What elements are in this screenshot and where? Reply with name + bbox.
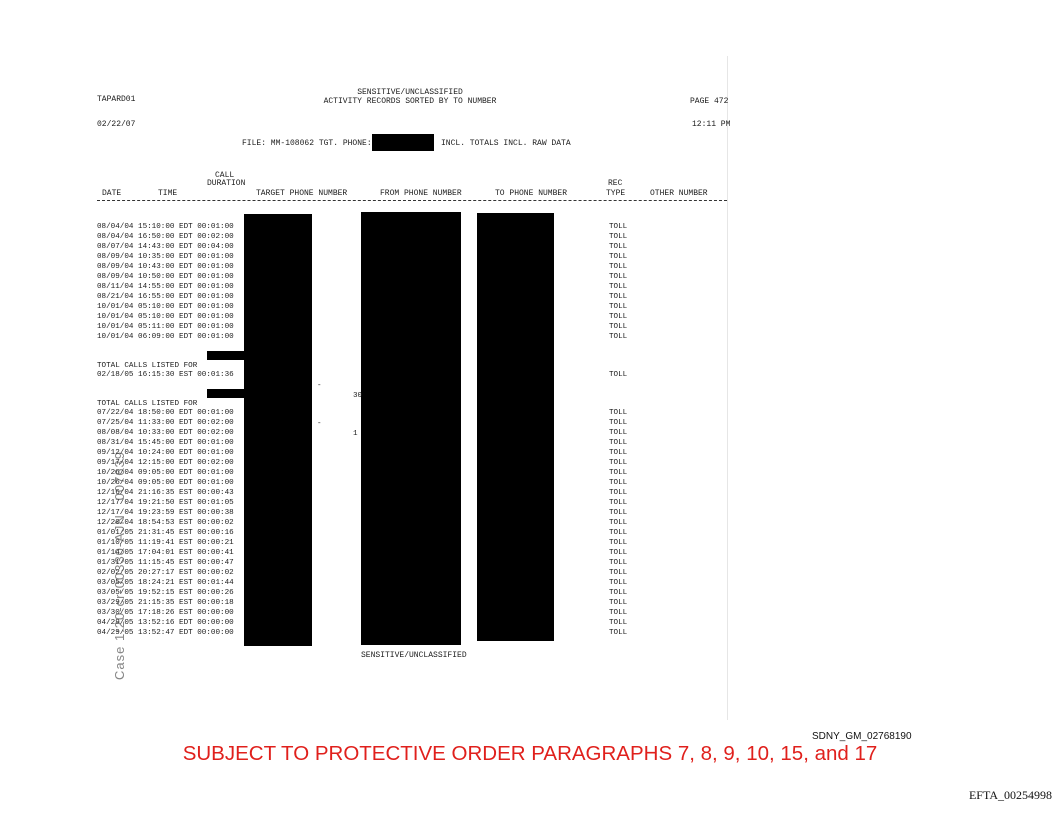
row-datetime: 07/22/04 18:50:00 EDT 00:01:00	[97, 409, 234, 417]
row-datetime: 01/01/05 21:31:45 EST 00:00:16	[97, 529, 234, 537]
row-datetime: 10/01/04 05:10:00 EDT 00:01:00	[97, 303, 234, 311]
report-title: ACTIVITY RECORDS SORTED BY TO NUMBER	[323, 97, 497, 106]
row-type: TOLL	[609, 371, 628, 379]
row-type: TOLL	[609, 273, 628, 281]
row-type: TOLL	[609, 529, 628, 537]
col-rec: REC	[608, 179, 623, 188]
row-datetime: 08/04/04 16:50:00 EDT 00:02:00	[97, 233, 234, 241]
row-datetime: 10/01/04 05:11:00 EDT 00:01:00	[97, 323, 234, 331]
row-datetime: 01/31/05 11:15:45 EST 00:00:47	[97, 559, 234, 567]
row-datetime: 12/16/04 21:16:35 EST 00:00:43	[97, 489, 234, 497]
row-type: TOLL	[609, 619, 628, 627]
row-type: TOLL	[609, 539, 628, 547]
total-count: 1	[353, 430, 358, 438]
row-datetime: 07/25/04 11:33:00 EDT 00:02:00	[97, 419, 234, 427]
row-datetime: 10/01/04 05:10:00 EDT 00:01:00	[97, 313, 234, 321]
row-type: TOLL	[609, 323, 628, 331]
row-type: TOLL	[609, 283, 628, 291]
row-type: TOLL	[609, 293, 628, 301]
redaction-to-column	[477, 213, 554, 641]
row-type: TOLL	[609, 303, 628, 311]
row-datetime: 08/09/04 10:35:00 EDT 00:01:00	[97, 253, 234, 261]
row-datetime: 08/09/04 10:50:00 EDT 00:01:00	[97, 273, 234, 281]
col-to: TO PHONE NUMBER	[495, 189, 568, 198]
row-datetime: 03/30/05 17:18:26 EST 00:00:00	[97, 609, 234, 617]
row-datetime: 03/29/05 21:15:35 EST 00:00:18	[97, 599, 234, 607]
row-datetime: 02/18/05 16:15:30 EST 00:01:36	[97, 371, 234, 379]
row-datetime: 02/02/05 20:27:17 EST 00:00:02	[97, 569, 234, 577]
row-type: TOLL	[609, 469, 628, 477]
col-other: OTHER NUMBER	[650, 189, 708, 198]
page-number: PAGE 472	[690, 97, 729, 106]
row-type: TOLL	[609, 489, 628, 497]
row-datetime: 08/31/04 15:45:00 EDT 00:01:00	[97, 439, 234, 447]
row-datetime: 08/21/04 16:55:00 EDT 00:01:00	[97, 293, 234, 301]
report-id: TAPARD01	[97, 95, 136, 104]
row-datetime: 01/10/05 11:19:41 EST 00:00:21	[97, 539, 234, 547]
row-type: TOLL	[609, 409, 628, 417]
total-dash: -	[317, 382, 322, 390]
row-datetime: 10/26/04 09:05:00 EDT 00:01:00	[97, 479, 234, 487]
col-duration: DURATION	[207, 179, 246, 188]
row-type: TOLL	[609, 439, 628, 447]
row-type: TOLL	[609, 333, 628, 341]
row-type: TOLL	[609, 243, 628, 251]
row-type: TOLL	[609, 569, 628, 577]
row-datetime: 08/09/04 10:43:00 EDT 00:01:00	[97, 263, 234, 271]
row-type: TOLL	[609, 609, 628, 617]
protective-order-notice: SUBJECT TO PROTECTIVE ORDER PARAGRAPHS 7, 8, 9, 10, 15, and 17	[182, 742, 878, 765]
header-rule	[97, 200, 727, 201]
row-datetime: 04/29/05 13:52:16 EDT 00:00:00	[97, 619, 234, 627]
row-type: TOLL	[609, 579, 628, 587]
col-type: TYPE	[606, 189, 626, 198]
redaction-target-phone	[372, 134, 434, 151]
row-type: TOLL	[609, 313, 628, 321]
redaction-target-column	[244, 214, 312, 646]
row-datetime: 09/17/04 12:15:00 EDT 00:02:00	[97, 459, 234, 467]
row-type: TOLL	[609, 449, 628, 457]
redaction-total-number	[207, 351, 278, 360]
report-date: 02/22/07	[97, 120, 136, 129]
total-label: TOTAL CALLS LISTED FOR	[97, 362, 198, 370]
row-type: TOLL	[609, 629, 628, 637]
row-datetime: 03/05/05 19:52:15 EST 00:00:26	[97, 589, 234, 597]
row-type: TOLL	[609, 459, 628, 467]
row-datetime: 08/08/04 10:33:00 EDT 00:02:00	[97, 429, 234, 437]
row-type: TOLL	[609, 589, 628, 597]
row-type: TOLL	[609, 419, 628, 427]
file-label: FILE: MM-108062 TGT. PHONE:	[242, 139, 372, 148]
row-type: TOLL	[609, 223, 628, 231]
row-type: TOLL	[609, 233, 628, 241]
col-target: TARGET PHONE NUMBER	[256, 189, 348, 198]
row-datetime: 01/14/05 17:04:01 EST 00:00:41	[97, 549, 234, 557]
efta-number: EFTA_00254998	[968, 788, 1052, 802]
row-type: TOLL	[609, 549, 628, 557]
classification-bottom: SENSITIVE/UNCLASSIFIED	[361, 651, 467, 660]
row-datetime: 08/07/04 14:43:00 EDT 00:04:00	[97, 243, 234, 251]
col-call: CALL	[215, 171, 235, 180]
row-datetime: 10/26/04 09:05:00 EDT 00:01:00	[97, 469, 234, 477]
col-time: TIME	[158, 189, 178, 198]
redaction-from-column	[361, 212, 461, 645]
row-datetime: 12/20/04 18:54:53 EST 00:00:02	[97, 519, 234, 527]
row-type: TOLL	[609, 253, 628, 261]
page-right-edge	[727, 56, 728, 720]
row-type: TOLL	[609, 559, 628, 567]
row-datetime: 12/17/04 19:21:50 EST 00:01:05	[97, 499, 234, 507]
row-type: TOLL	[609, 599, 628, 607]
row-datetime: 08/04/04 15:10:00 EDT 00:01:00	[97, 223, 234, 231]
row-datetime: 12/17/04 19:23:59 EST 00:00:38	[97, 509, 234, 517]
report-time: 12:11 PM	[692, 120, 731, 129]
case-stamp: Case 1:20-cr-00330-AJN 007639	[112, 450, 127, 680]
redaction-total-number	[207, 389, 278, 398]
total-count: 30	[353, 392, 363, 400]
row-type: TOLL	[609, 479, 628, 487]
col-from: FROM PHONE NUMBER	[380, 189, 462, 198]
row-type: TOLL	[609, 519, 628, 527]
bates-number: SDNY_GM_02768190	[812, 731, 912, 742]
row-type: TOLL	[609, 429, 628, 437]
row-type: TOLL	[609, 509, 628, 517]
row-datetime: 03/05/05 18:24:21 EST 00:01:44	[97, 579, 234, 587]
row-type: TOLL	[609, 499, 628, 507]
file-options: INCL. TOTALS INCL. RAW DATA	[441, 139, 571, 148]
col-date: DATE	[102, 189, 122, 198]
total-dash: -	[317, 420, 322, 428]
row-type: TOLL	[609, 263, 628, 271]
row-datetime: 09/12/04 10:24:00 EDT 00:01:00	[97, 449, 234, 457]
row-datetime: 10/01/04 06:09:00 EDT 00:01:00	[97, 333, 234, 341]
classification-top: SENSITIVE/UNCLASSIFIED	[357, 88, 463, 97]
total-label: TOTAL CALLS LISTED FOR	[97, 400, 198, 408]
row-datetime: 04/29/05 13:52:47 EDT 00:00:00	[97, 629, 234, 637]
row-datetime: 08/11/04 14:55:00 EDT 00:01:00	[97, 283, 234, 291]
